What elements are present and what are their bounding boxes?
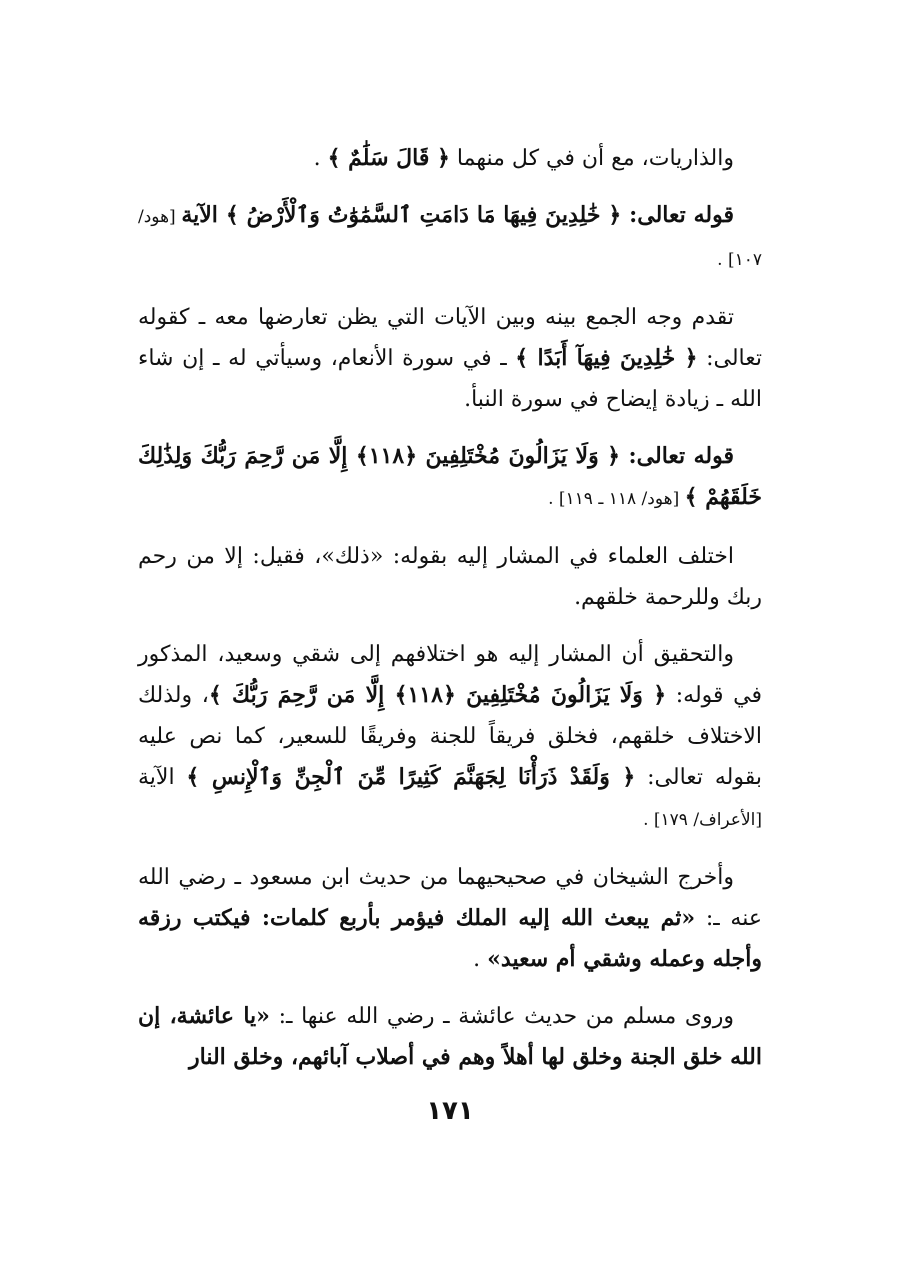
quran-verse: ﴿ وَلَا يَزَالُونَ مُخْتَلِفِينَ ﴿١١٨﴾ إِلَّا مَن رَّحِمَ رَبُّكَ وَلِذَٰلِكَ خَلَقَهُمْ ﴾	[138, 443, 762, 510]
paragraph-scholars-differ	[138, 536, 762, 618]
quran-verse: ﴿ خَٰلِدِينَ فِيهَا مَا دَامَتِ ٱلسَّمَٰوَٰتُ وَٱلْأَرْضُ ﴾	[225, 202, 622, 228]
quran-verse: ﴿ خَٰلِدِينَ فِيهَآ أَبَدًا ﴾	[515, 345, 698, 371]
verse-heading-hud-118	[138, 436, 762, 520]
text-span: والذاريات، مع أن في كل منهما	[449, 146, 734, 171]
text-span: .	[313, 146, 328, 171]
verse-heading-hud-107	[138, 195, 762, 281]
paragraph-reconciliation	[138, 297, 762, 420]
paragraph-hadith-aisha	[138, 996, 762, 1078]
text-span: وروى مسلم من حديث عائشة ـ رضي الله عنها ـ:	[269, 1004, 734, 1029]
page-body	[138, 138, 762, 1078]
quran-verse: ﴿ وَلَقَدْ ذَرَأْنَا لِجَهَنَّمَ كَثِيرًا مِّنَ ٱلْجِنِّ وَٱلْإِنسِ ﴾	[186, 764, 636, 790]
text-span: والتحقيق أن المشار إليه هو اختلافهم إلى شقي وسعيد، المذكور في قوله:	[138, 642, 763, 708]
text-span: ـ في سورة الأنعام، وسيأتي له ـ إن شاء الله ـ زيادة إيضاح في سورة النبأ.	[138, 346, 762, 412]
verse-suffix: الآية	[181, 202, 226, 228]
verse-reference: [هود/ ١٠٧] .	[138, 207, 762, 270]
paragraph-hadith-ibn-masud	[138, 857, 762, 980]
quran-verse: ﴿ قَالَ سَلَٰمٌ ﴾	[327, 145, 450, 171]
text-span: الآية	[138, 765, 187, 790]
verse-intro: قوله تعالى:	[620, 443, 734, 469]
page-number: ١٧١	[426, 1096, 474, 1126]
verse-reference: [الأعراف/ ١٧٩] .	[643, 810, 762, 830]
hadith-quote: «يا عائشة، إن الله خلق الجنة وخلق لها أهلاً وهم في أصلاب آبائهم، وخلق النار	[138, 1003, 762, 1070]
paragraph-adh-dhariyat	[138, 138, 762, 179]
hadith-quote: «ثم يبعث الله إليه الملك فيؤمر بأربع كلمات: فيكتب رزقه وأجله وعمله وشقي أم سعيد»	[138, 905, 762, 972]
paragraph-verification	[138, 634, 762, 841]
quran-verse: ﴿ وَلَا يَزَالُونَ مُخْتَلِفِينَ ﴿١١٨﴾ إِلَّا مَن رَّحِمَ رَبُّكَ ﴾	[208, 682, 667, 708]
text-span: .	[473, 947, 488, 972]
text-span: اختلف العلماء في المشار إليه بقوله: «ذلك»، فقيل: إلا من رحم ربك وللرحمة خلقهم.	[138, 544, 762, 610]
text-span: ، ولذلك الاختلاف خلقهم، فخلق فريقاً للجنة وفريقًا للسعير، كما نص عليه بقوله تعالى:	[138, 683, 762, 790]
verse-reference: [هود/ ١١٨ ـ ١١٩] .	[548, 489, 685, 509]
verse-intro: قوله تعالى:	[621, 202, 734, 228]
text-span: تقدم وجه الجمع بينه وبين الآيات التي يظن تعارضها معه ـ كقوله تعالى:	[138, 305, 762, 371]
text-span: وأخرج الشيخان في صحيحيهما من حديث ابن مسعود ـ رضي الله عنه ـ:	[138, 865, 762, 931]
